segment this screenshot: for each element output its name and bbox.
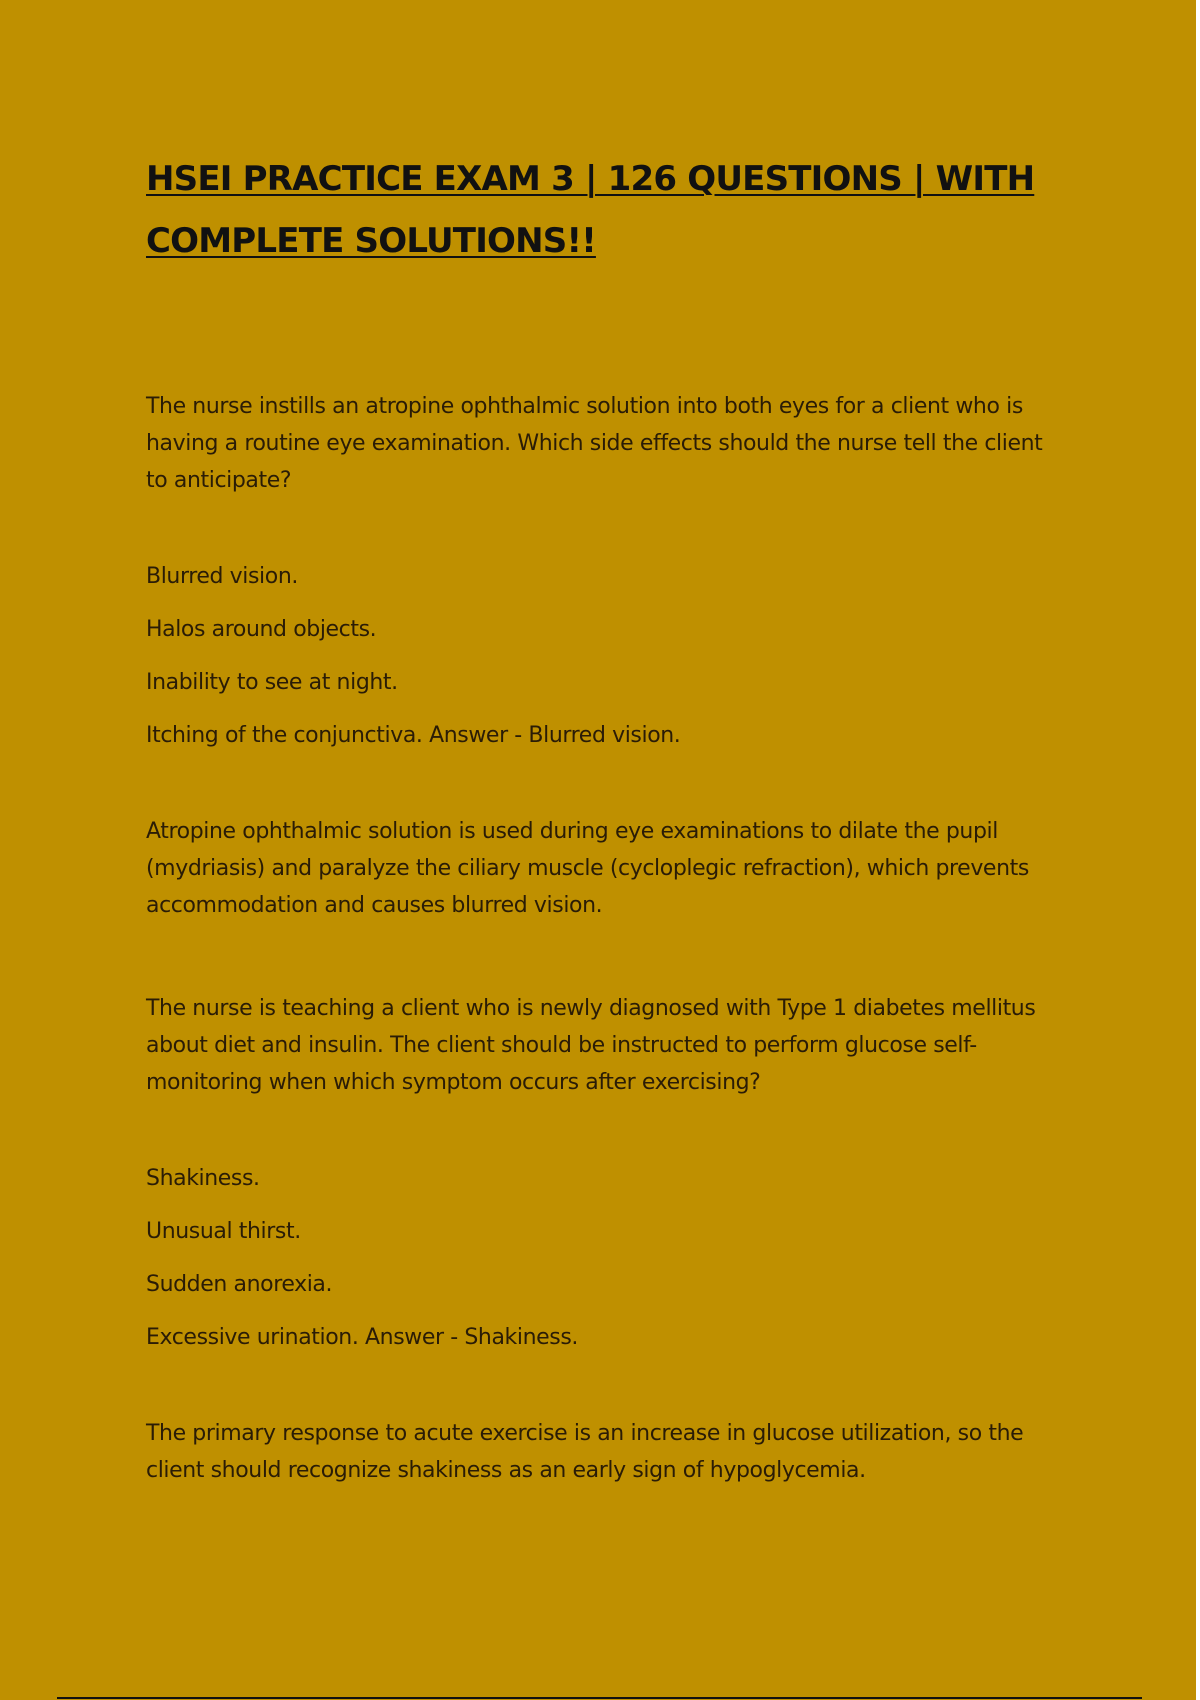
question-2-option-3: Sudden anorexia. bbox=[146, 1272, 333, 1297]
footer-divider bbox=[57, 1697, 1142, 1699]
question-2-options bbox=[146, 1152, 1046, 1364]
page-content bbox=[146, 148, 1046, 1489]
question-1-rationale: Atropine ophthalmic solution is used during eye examinations to dilate the pupil (mydriasis) and paralyze the ciliary muscle (cycloplegic refraction), which prevents accommodation and causes blurred vision. bbox=[146, 819, 1029, 918]
question-1-option-4-answer: Itching of the conjunctiva. Answer - Blurred vision. bbox=[146, 723, 681, 748]
question-1-option-1: Blurred vision. bbox=[146, 564, 298, 589]
question-2-text: The nurse is teaching a client who is newly diagnosed with Type 1 diabetes mellitus about diet and insulin. The client should be instructed to perform glucose self-monitoring when which symptom occurs after exercising? bbox=[146, 996, 1036, 1095]
question-1-options bbox=[146, 550, 1046, 762]
page-right-margin bbox=[1196, 0, 1200, 1700]
question-2-rationale: The primary response to acute exercise is an increase in glucose utilization, so the client should recognize shakiness as an early sign of hypoglycemia. bbox=[146, 1421, 1024, 1483]
document-title: HSEI PRACTICE EXAM 3 | 126 QUESTIONS | WITH COMPLETE SOLUTIONS!! bbox=[146, 159, 1035, 261]
question-1-text: The nurse instills an atropine ophthalmic solution into both eyes for a client who is having a routine eye examination. Which side effects should the nurse tell the client to anticipate? bbox=[146, 394, 1043, 493]
question-2-option-2: Unusual thirst. bbox=[146, 1219, 301, 1244]
question-1-option-3: Inability to see at night. bbox=[146, 670, 398, 695]
question-2-option-1: Shakiness. bbox=[146, 1166, 260, 1191]
question-2-option-4-answer: Excessive urination. Answer - Shakiness. bbox=[146, 1325, 578, 1350]
question-1-option-2: Halos around objects. bbox=[146, 617, 377, 642]
